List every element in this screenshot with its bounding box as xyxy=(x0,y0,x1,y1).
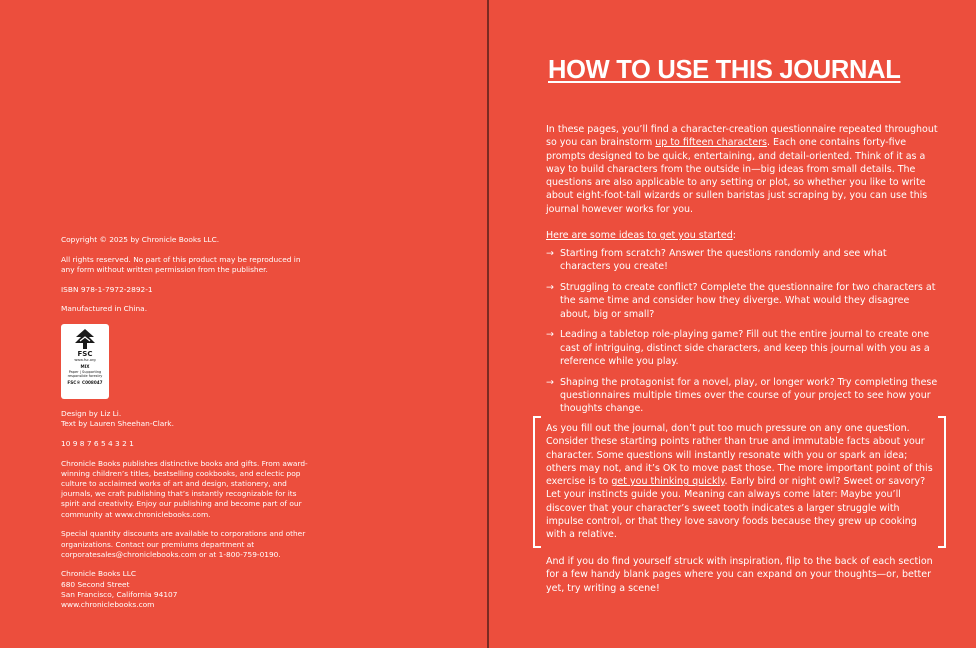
bracket-left-decoration xyxy=(533,416,541,548)
bracket-text-after: . Early bird or night owl? Sweet or savory? Let your instincts guide you. Meaning can always come later: Maybe you’ll discover that your character’s sweet tooth indicates a larger struggle with impulse control, or that they love savory foods because they grew up cooking with a relative. xyxy=(546,476,926,541)
bracket-underlined-phrase: get you thinking quickly xyxy=(611,476,725,488)
rights-notice: All rights reserved. No part of this product may be reproduced in any form without written permission from the publisher. xyxy=(61,254,301,274)
copyright-block xyxy=(61,235,311,610)
fsc-claim: Paper | Supporting responsible forestry xyxy=(67,370,103,379)
bracketed-paragraph xyxy=(546,422,938,542)
list-item xyxy=(546,328,940,368)
design-credit: Design by Liz Li. xyxy=(61,409,122,419)
intro-text-before: In these pages, you’ll find a character-creation questionnaire repeated throughout so you can brainstorm xyxy=(546,124,938,149)
text-credit: Text by Lauren Sheehan-Clark. xyxy=(61,419,174,429)
idea-text: Starting from scratch? Answer the questions randomly and see what characters you create! xyxy=(560,248,887,273)
idea-text: Shaping the protagonist for a novel, play, or longer work? Try completing these questionnaires multiple times over the course of your project to see how your thoughts change. xyxy=(560,376,938,415)
address-web: www.chroniclebooks.com xyxy=(61,600,155,610)
list-item xyxy=(546,247,940,274)
quantity-discounts: Special quantity discounts are available to corporations and other organizations. Contact our premiums department at corporatesales@chroniclebooks.com or at 1-800-759-0190. xyxy=(61,529,306,559)
fsc-brand: FSC xyxy=(77,350,93,359)
address-city: San Francisco, California 94107 xyxy=(61,589,178,599)
intro-paragraph xyxy=(546,123,940,216)
copyright-line: Copyright © 2025 by Chronicle Books LLC. xyxy=(61,235,220,244)
arrow-right-icon: → xyxy=(546,376,554,388)
fsc-mix: MIX xyxy=(80,364,90,370)
intro-text-after: . Each one contains forty-five prompts designed to be quick, entertaining, and detail-oriented. Think of it as a way to build characters from the outside in—big ideas from small details. The questions are also applicable to any setting or plot, so whether you like to write about eight-foot-tall wizards or sullen baristas just scraping by, you can use this journal however works for you. xyxy=(546,137,928,215)
manufactured-in: Manufactured in China. xyxy=(61,304,148,314)
intro-underlined-phrase: up to fifteen characters xyxy=(655,137,767,149)
fsc-tree-icon xyxy=(72,328,98,350)
ideas-heading xyxy=(546,229,940,242)
arrow-right-icon: → xyxy=(546,282,554,294)
list-item xyxy=(546,376,940,416)
closing-paragraph: And if you do find yourself struck with inspiration, flip to the back of each section for a few handy blank pages where you can expand on your thoughts—or, better yet, try writing a scene! xyxy=(546,556,933,594)
idea-text: Struggling to create conflict? Complete the questionnaire for two characters at the same time and consider how they diverge. What would they disagree about, big or small? xyxy=(560,282,936,320)
page-title: HOW TO USE THIS JOURNAL xyxy=(548,56,901,84)
publisher-address xyxy=(61,569,311,610)
printing-line: 10 9 8 7 6 5 4 3 2 1 xyxy=(61,438,134,448)
arrow-right-icon: → xyxy=(546,248,554,259)
fsc-logo xyxy=(61,324,109,399)
ideas-list xyxy=(546,247,940,423)
fsc-code: FSC® C008047 xyxy=(67,380,103,386)
publisher-about: Chronicle Books publishes distinctive books and gifts. From award-winning children’s titles, bestselling cookbooks, and eclectic pop culture to acclaimed works of art and design, stationery, and journals, we craft publishing that’s instantly recognizable for its spirit and creativity. Enjoy our publishing and become part of our community at www.chroniclebooks.com. xyxy=(61,458,308,519)
bracket-right-decoration xyxy=(938,416,946,548)
list-item xyxy=(546,281,940,321)
ideas-heading-colon: : xyxy=(732,230,736,241)
isbn: ISBN 978-1-7972-2892-1 xyxy=(61,284,153,294)
ideas-heading-text: Here are some ideas to get you started xyxy=(546,230,733,241)
arrow-right-icon: → xyxy=(546,329,554,341)
idea-text: Leading a tabletop role-playing game? Fill out the entire journal to create one cast of intriguing, distinct side characters, and keep this journal with you as a reference while you play. xyxy=(560,329,930,368)
address-street: 680 Second Street xyxy=(61,579,130,589)
address-company: Chronicle Books LLC xyxy=(61,569,136,579)
bracket-text-before: As you fill out the journal, don’t put too much pressure on any one question. Consider these starting points rather than true and immutable facts about your character. Some questions will instantly resonate with you or spark an idea; others may not, and it’s OK to move past those. The more important point of this exercise is to xyxy=(546,423,933,488)
fsc-url: www.fsc.org xyxy=(74,358,96,363)
